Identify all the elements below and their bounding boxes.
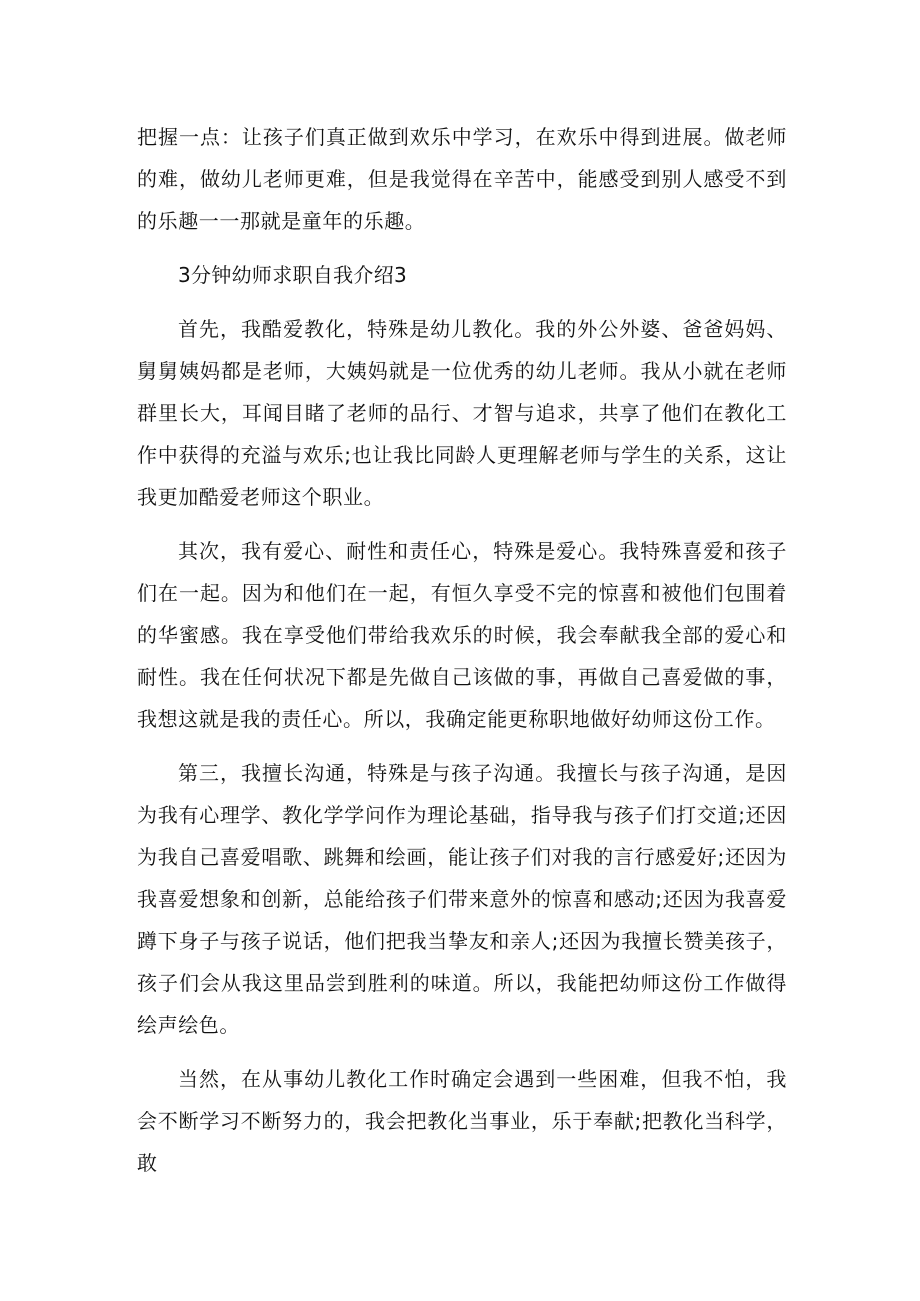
paragraph-fourth: 当然，在从事幼儿教化工作时确定会遇到一些困难，但我不怕，我会不断学习不断努力的，我会把教化当事业，乐于奉献;把教化当科学，敢	[137, 1067, 787, 1175]
paragraph-second: 其次，我有爱心、耐性和责任心，特殊是爱心。我特殊喜爱和孩子们在一起。因为和他们在一起，有恒久享受不完的惊喜和被他们包围着的华蜜感。我在享受他们带给我欢乐的时候，我会奉献我全部的爱心和耐性。我在任何状况下都是先做自己该做的事，再做自己喜爱做的事，我想这就是我的责任心。所以，我确定能更称职地做好幼师这份工作。	[137, 539, 787, 731]
section-heading: 3分钟幼师求职自我介绍3	[178, 263, 408, 287]
paragraph-third: 第三，我擅长沟通，特殊是与孩子沟通。我擅长与孩子沟通，是因为我有心理学、教化学学问作为理论基础，指导我与孩子们打交道;还因为我自己喜爱唱歌、跳舞和绘画，能让孩子们对我的言行感爱好;还因为我喜爱想象和创新，总能给孩子们带来意外的惊喜和感动;还因为我喜爱蹲下身子与孩子说话，他们把我当挚友和亲人;还因为我擅长赞美孩子，孩子们会从我这里品尝到胜利的味道。所以，我能把幼师这份工作做得绘声绘色。	[137, 761, 787, 1037]
document-body	[137, 116, 787, 1196]
paragraph-first: 首先，我酷爱教化，特殊是幼儿教化。我的外公外婆、爸爸妈妈、舅舅姨妈都是老师，大姨妈就是一位优秀的幼儿老师。我从小就在老师群里长大，耳闻目睹了老师的品行、才智与追求，共享了他们在教化工作中获得的充溢与欢乐;也让我比同龄人更理解老师与学生的关系，这让我更加酷爱老师这个职业。	[137, 317, 787, 509]
paragraph-continuation: 把握一点：让孩子们真正做到欢乐中学习，在欢乐中得到进展。做老师的难，做幼儿老师更难，但是我觉得在辛苦中，能感受到别人感受不到的乐趣一一那就是童年的乐趣。	[137, 125, 787, 233]
